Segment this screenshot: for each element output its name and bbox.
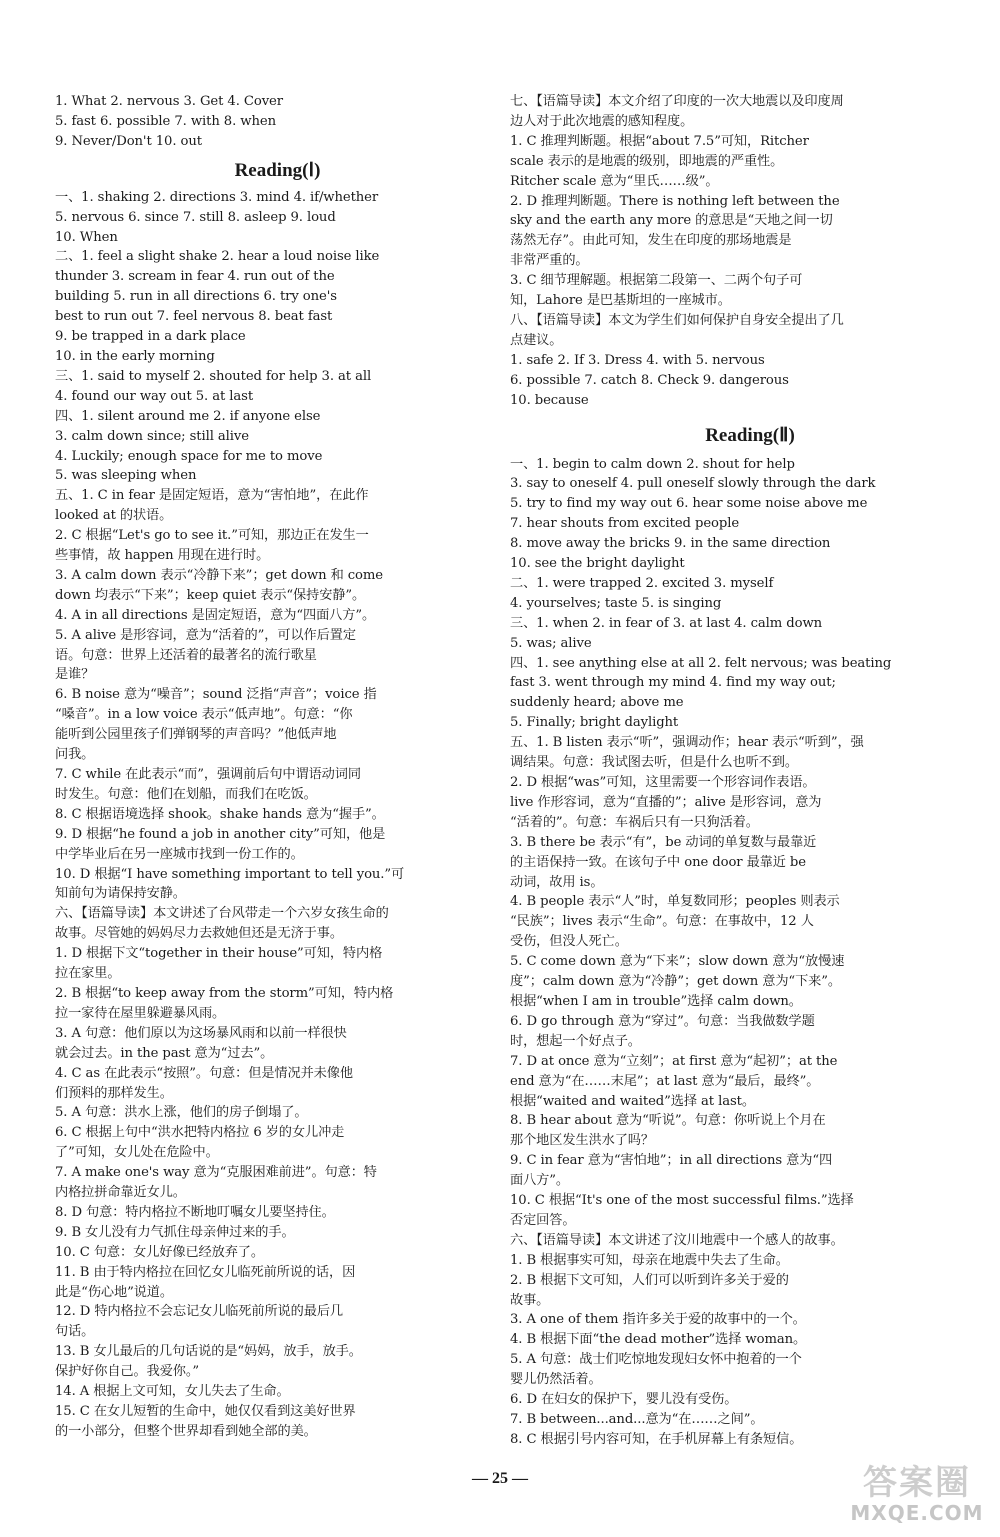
answer-line: 调结果。句意：我试图去听，但是什么也听不到。 (510, 755, 798, 771)
answer-line: 动词，故用 is。 (510, 874, 604, 890)
answer-line: 4. B people 表示“人”时，单复数同形；peoples 则表示 (510, 894, 840, 910)
reading-1-title: Reading(Ⅰ) (234, 159, 321, 181)
answer-line: 1. C 推理判断题。根据“about 7.5”可知，Ritcher (510, 133, 809, 149)
answer-line: 三、1. said to myself 2. shouted for help 3. at all (55, 368, 372, 384)
answer-line: 13. B 女儿最后的几句话说的是“妈妈，放手，放手。 (55, 1344, 362, 1360)
answer-line: 9. C in fear 意为“害怕地”；in all directions 意为“四 (510, 1153, 833, 1169)
answer-line: 5. fast 6. possible 7. with 8. when (55, 113, 276, 129)
answer-line: 2. D 根据“was”可知，这里需要一个形容词作表语。 (510, 775, 816, 790)
answer-line: 八、【语篇导读】本文为学生们如何保护自身安全提出了几 (510, 312, 844, 328)
answer-line: 问我。 (55, 747, 95, 763)
answer-line: 2. D 推理判断题。There is nothing left between the (510, 193, 840, 209)
answer-line: 2. C 根据“Let's go to see it.”可知，那边正在发生一 (55, 528, 369, 544)
answer-line: 中学毕业后在另一座城市找到一份工作的。 (55, 846, 304, 862)
answer-line: 二、1. feel a slight shake 2. hear a loud noise like (55, 249, 380, 265)
answer-line: 婴儿仍然活着。 (510, 1372, 602, 1388)
page-number: — 25 — (472, 1470, 528, 1487)
answer-line: 故事。尽管她的妈妈尽力去救她但还是无济于事。 (55, 926, 343, 942)
answer-line: 荡然无存”。由此可知，发生在印度的那场地震是 (510, 233, 792, 249)
answer-line: suddenly heard; above me (510, 695, 684, 711)
answer-line: best to run out 7. feel nervous 8. beat fast (55, 309, 333, 325)
answer-line: 一、1. shaking 2. directions 3. mind 4. if/whether (55, 189, 379, 205)
answer-line: 5. nervous 6. since 7. still 8. asleep 9. loud (55, 209, 336, 225)
answer-line: 三、1. when 2. in fear of 3. at last 4. calm down (510, 615, 823, 631)
answer-line: 14. A 根据上文可知，女儿失去了生命。 (55, 1384, 290, 1400)
answer-line: 五、1. B listen 表示“听”，强调动作；hear 表示“听到”，强 (510, 735, 864, 751)
answer-line: 3. A 句意：他们原以为这场暴风雨和以前一样很快 (55, 1025, 347, 1041)
answer-line: 们预料的那样发生。 (55, 1085, 173, 1101)
answer-line: looked at 的状语。 (55, 508, 173, 524)
answer-line: 4. A in all directions 是固定短语，意为“四面八方”。 (55, 607, 376, 623)
answer-line: 了”可知，女儿处在危险中。 (55, 1145, 219, 1161)
reading-2-title: Reading(Ⅱ) (705, 424, 795, 446)
answer-line: 10. in the early morning (55, 348, 215, 364)
left-top-answers (55, 92, 480, 152)
watermark-url: MXQE.COM (850, 1501, 984, 1525)
answer-line: 点建议。 (510, 332, 563, 348)
answer-line: 7. D at once 意为“立刻”；at first 意为“起初”；at the (510, 1053, 838, 1069)
answer-line: 边人对于此次地震的感知程度。 (510, 113, 694, 129)
answer-line: 15. C 在女儿短暂的生命中，她仅仅看到这美好世界 (55, 1404, 356, 1419)
answer-line: 11. B 由于特内格拉在回忆女儿临死前所说的话，因 (55, 1264, 356, 1280)
answer-line: 拉一家待在屋里躲避暴风雨。 (55, 1005, 226, 1021)
right-top-answers (510, 92, 950, 411)
answer-line: “嗓音”。in a low voice 表示“低声地”。句意：“你 (55, 707, 353, 723)
answer-line: 非常严重的。 (510, 253, 589, 269)
answer-line: 4. found our way out 5. at last (55, 388, 254, 404)
answer-line: 1. D 根据下文“together in their house”可知，特内格 (55, 946, 383, 962)
answer-line: 句话。 (55, 1324, 95, 1340)
answer-line: 二、1. were trapped 2. excited 3. myself (510, 575, 774, 591)
answer-line: 时，想起一个好点子。 (510, 1033, 641, 1049)
answer-line: 10. When (55, 229, 118, 245)
answer-line: 七、【语篇导读】本文介绍了印度的一次大地震以及印度周 (510, 94, 844, 109)
answer-line: 3. A calm down 表示“冷静下来”；get down 和 come (55, 567, 384, 583)
answer-line: 5. C come down 意为“下来”；slow down 意为“放慢速 (510, 954, 845, 970)
answer-line: 些事情，故 happen 用现在进行时。 (55, 548, 270, 564)
answer-line: 四、1. see anything else at all 2. felt nervous; was beating (510, 655, 892, 671)
answer-line: 知，Lahore 是巴基斯坦的一座城市。 (510, 293, 731, 309)
answer-line: 7. B between...and...意为“在……之间”。 (510, 1412, 764, 1427)
answer-line: 根据“waited and waited”选择 at last。 (510, 1093, 755, 1109)
answer-line: 能听到公园里孩子们弹钢琴的声音吗？”他低声地 (55, 727, 337, 743)
answer-line: building 5. run in all directions 6. try one's (55, 289, 337, 305)
answer-line: 3. A one of them 指许多关于爱的故事中的一个。 (510, 1312, 806, 1328)
answer-line: 4. B 根据下面“the dead mother”选择 woman。 (510, 1332, 807, 1348)
answer-line: 10. D 根据“I have something important to tell you.”可 (55, 866, 405, 882)
left-column (55, 92, 480, 1442)
answer-line: scale 表示的是地震的级别，即地震的严重性。 (510, 153, 784, 169)
answer-line: 六、【语篇导读】本文讲述了台风带走一个六岁女孩生命的 (55, 906, 389, 922)
answer-line: 10. C 根据“It's one of the most successful films.”选择 (510, 1193, 854, 1209)
answer-line: 6. D go through 意为“穿过”。句意：当我做数学题 (510, 1013, 815, 1029)
answer-line: 内格拉拼命靠近女儿。 (55, 1185, 186, 1201)
left-answers-body (55, 188, 480, 1442)
answer-line: 7. hear shouts from excited people (510, 516, 740, 532)
answer-line: 2. B 根据“to keep away from the storm”可知，特内格 (55, 985, 394, 1001)
right-column (510, 92, 950, 1450)
answer-line: down 均表示“下来”；keep quiet 表示“保持安静”。 (55, 587, 366, 603)
answer-line: 10. because (510, 392, 589, 408)
answer-line: 5. was; alive (510, 635, 592, 651)
answer-line: 5. Finally; bright daylight (510, 715, 679, 731)
answer-line: 受伤，但没人死亡。 (510, 934, 628, 950)
answer-line: 否定回答。 (510, 1212, 576, 1228)
watermark-logo-text: 答案圈 (863, 1463, 971, 1503)
answer-line: 5. A 句意：洪水上涨，他们的房子倒塌了。 (55, 1105, 308, 1121)
answer-line: 保护好你自己。我爱你。” (55, 1364, 200, 1380)
answer-line: 5. try to find my way out 6. hear some noise above me (510, 496, 868, 512)
answer-line: 2. B 根据下文可知，人们可以听到许多关于爱的 (510, 1272, 789, 1288)
answer-line: “民族”；lives 表示“生命”。句意：在事故中，12 人 (510, 914, 814, 930)
answer-line: 9. Never/Don't 10. out (55, 133, 202, 149)
answer-line: 六、【语篇导读】本文讲述了汶川地震中一个感人的故事。 (510, 1232, 844, 1248)
answer-line: 4. yourselves; taste 5. is singing (510, 595, 722, 611)
answer-line: 10. C 句意：女儿好像已经放弃了。 (55, 1244, 264, 1260)
answer-line: 四、1. silent around me 2. if anyone else (55, 408, 321, 424)
answer-line: 9. be trapped in a dark place (55, 329, 246, 345)
answer-line: 6. B noise 意为“噪音”；sound 泛指“声音”；voice 指 (55, 687, 377, 703)
answer-line: 时发生。句意：他们在划船，而我们在吃饭。 (55, 786, 317, 802)
answer-line: 是谁？ (55, 667, 95, 683)
answer-line: 5. A alive 是形容词，意为“活着的”，可以作后置定 (55, 627, 356, 643)
answer-line: 的主语保持一致。在该句子中 one door 最靠近 be (510, 854, 806, 870)
answer-line: 3. calm down since; still alive (55, 428, 249, 444)
answer-line: 5. was sleeping when (55, 468, 197, 484)
answer-line: 4. Luckily; enough space for me to move (55, 448, 323, 464)
answer-line: 那个地区发生洪水了吗？ (510, 1133, 654, 1149)
answer-line: 12. D 特内格拉不会忘记女儿临死前所说的最后几 (55, 1304, 343, 1320)
answer-line: 7. A make one's way 意为“克服困难前进”。句意：特 (55, 1165, 377, 1181)
answer-line: 8. C 根据引号内容可知，在手机屏幕上有条短信。 (510, 1431, 803, 1447)
answer-line: 10. see the bright daylight (510, 556, 685, 572)
answer-line: 5. A 句意：战士们吃惊地发现妇女怀中抱着的一个 (510, 1352, 802, 1368)
answer-line: 一、1. begin to calm down 2. shout for help (510, 456, 795, 472)
answer-line: 8. C 根据语境选择 shook。shake hands 意为“握手”。 (55, 806, 385, 822)
answer-line: 面八方”。 (510, 1173, 569, 1189)
right-answers-body (510, 455, 950, 1450)
answer-line: 9. D 根据“he found a job in another city”可知，他是 (55, 826, 386, 842)
answer-line: live 作形容词，意为“直播的”；alive 是形容词，意为 (510, 794, 822, 810)
answer-line: 3. B there be 表示“有”，be 动词的单复数与最靠近 (510, 834, 817, 850)
answer-line: 五、1. C in fear 是固定短语，意为“害怕地”，在此作 (55, 488, 369, 504)
answer-line: end 意为“在……末尾”；at last 意为“最后，最终”。 (510, 1073, 820, 1089)
answer-line: 6. D 在妇女的保护下，婴儿没有受伤。 (510, 1392, 738, 1408)
answer-line: 根据“when I am in trouble”选择 calm down。 (510, 993, 802, 1009)
answer-line: 9. B 女儿没有力气抓住母亲伸过来的手。 (55, 1224, 295, 1240)
answer-line: 知前句为请保持安静。 (55, 886, 186, 902)
answer-line: 1. B 根据事实可知，母亲在地震中失去了生命。 (510, 1252, 789, 1268)
answer-line: Ritcher scale 意为“里氏……级”。 (510, 173, 719, 189)
answer-line: 8. B hear about 意为“听说”。句意：你听说上个月在 (510, 1113, 826, 1129)
answer-line: 3. say to oneself 4. pull oneself slowly through the dark (510, 476, 876, 492)
answer-line: 就会过去。in the past 意为“过去”。 (55, 1045, 274, 1061)
answer-line: 1. safe 2. If 3. Dress 4. with 5. nervous (510, 352, 765, 368)
answer-line: 6. possible 7. catch 8. Check 9. dangerous (510, 372, 789, 388)
answer-line: 4. C as 在此表示“按照”。句意：但是情况并未像他 (55, 1065, 353, 1081)
answer-line: 6. C 根据上句中“洪水把特内格拉 6 岁的女儿冲走 (55, 1125, 345, 1141)
answer-line: 1. What 2. nervous 3. Get 4. Cover (55, 94, 283, 109)
answer-line: 的一小部分，但整个世界却看到她全部的美。 (55, 1423, 317, 1439)
answer-line: 语。句意：世界上还活着的最著名的流行歌星 (55, 647, 317, 663)
answer-line: 8. D 句意：特内格拉不断地叮嘱女儿要坚持住。 (55, 1204, 335, 1220)
answer-line: 7. C while 在此表示“而”，强调前后句中谓语动词同 (55, 767, 361, 782)
answer-line: 此是“伤心地”说道。 (55, 1284, 173, 1300)
answer-line: 3. C 细节理解题。根据第二段第一、二两个句子可 (510, 273, 803, 289)
answer-line: 8. move away the bricks 9. in the same direction (510, 536, 831, 552)
answer-line: fast 3. went through my mind 4. find my way out; (510, 675, 836, 691)
answer-line: “活着的”。句意：车祸后只有一只狗活着。 (510, 814, 759, 830)
answer-line: 故事。 (510, 1292, 550, 1308)
answer-line: sky and the earth any more 的意思是“天地之间一切 (510, 213, 833, 229)
answer-line: thunder 3. scream in fear 4. run out of the (55, 269, 335, 285)
watermark-logo (846, 1459, 988, 1529)
answer-line: 拉在家里。 (55, 966, 121, 982)
answer-line: 度”；calm down 意为“冷静”；get down 意为“下来”。 (510, 974, 841, 990)
